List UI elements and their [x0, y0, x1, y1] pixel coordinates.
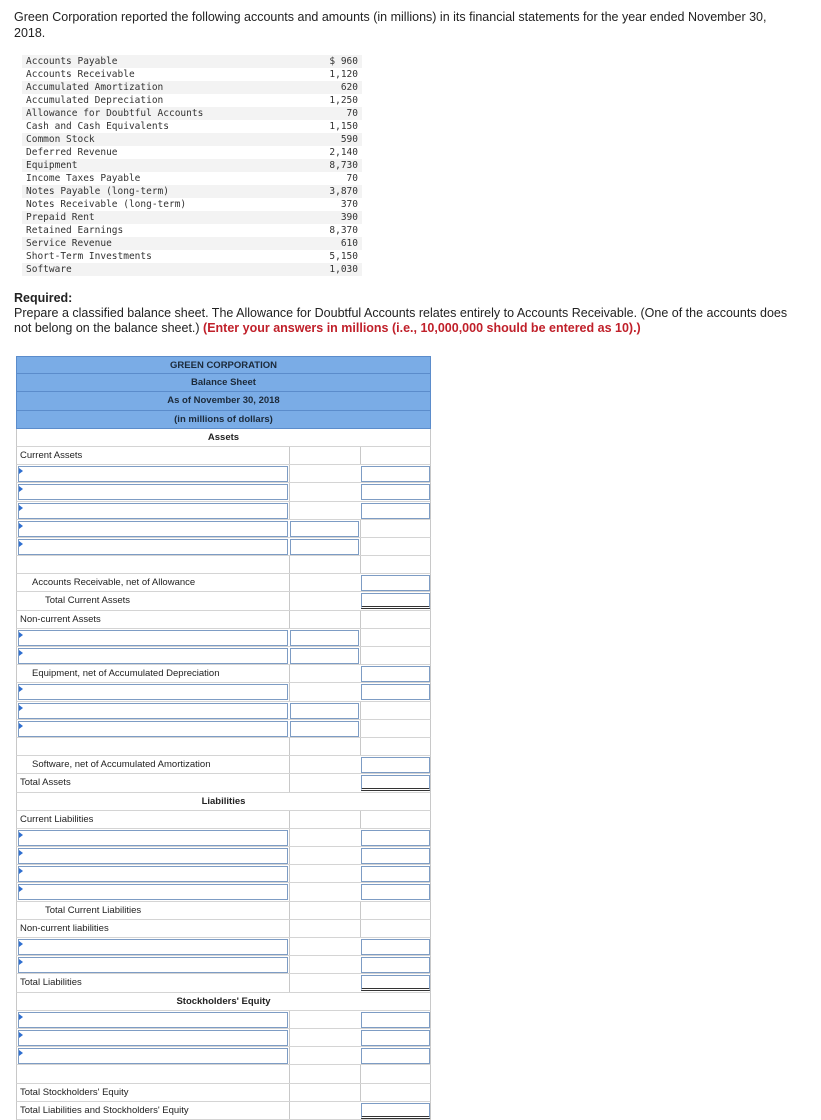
ar-net-row: [16, 574, 431, 592]
account-select[interactable]: [18, 521, 288, 537]
total-input[interactable]: [361, 775, 430, 791]
amount-input[interactable]: [361, 830, 430, 846]
spacer-row: [16, 1065, 431, 1083]
amount-input[interactable]: [361, 1012, 430, 1028]
account-row: [22, 250, 362, 263]
accounts-table: [22, 55, 362, 276]
total-current-assets-row: [16, 592, 431, 610]
account-row: [22, 159, 362, 172]
current-liabilities-heading: [16, 811, 431, 829]
account-select[interactable]: [18, 1030, 288, 1046]
noncurrent-liability-row: [16, 956, 431, 974]
account-amount: 8,730: [284, 159, 362, 172]
dropdown-indicator-icon: [19, 650, 23, 656]
account-row: [22, 120, 362, 133]
account-name: Deferred Revenue: [26, 147, 118, 158]
current-liability-row: [16, 883, 431, 901]
amount-input[interactable]: [361, 484, 430, 500]
amount-input[interactable]: [361, 939, 430, 955]
current-assets-label: Current Assets: [20, 449, 83, 461]
required-text: Prepare a classified balance sheet. The Allowance for Doubtful Accounts relates entirely to Accounts Receivable. (One of the accounts does not belong on the balance sheet.): [14, 306, 788, 335]
amount-input[interactable]: [290, 721, 359, 737]
problem-intro: Green Corporation reported the following accounts and amounts (in millions) in its financial statements for the year ended November 30, 2018.: [14, 10, 767, 40]
account-amount: 590: [284, 133, 362, 146]
account-name: Software: [22, 263, 284, 276]
account-select[interactable]: [18, 957, 288, 973]
statement-title: Balance Sheet: [16, 374, 431, 392]
dropdown-indicator-icon: [19, 868, 23, 874]
account-name: Service Revenue: [22, 237, 284, 250]
account-select[interactable]: [18, 484, 288, 500]
noncurrent-liabilities-label: Non-current liabilities: [20, 922, 109, 934]
dropdown-indicator-icon: [19, 959, 23, 965]
total-liabilities-row: [16, 974, 431, 992]
noncurrent-asset-row: [16, 702, 431, 720]
current-asset-row: [16, 465, 431, 483]
dropdown-indicator-icon: [19, 1032, 23, 1038]
account-row: [22, 263, 362, 276]
equity-row: [16, 1047, 431, 1065]
account-row: [22, 185, 362, 198]
account-amount: 70: [346, 173, 358, 184]
current-asset-row: [16, 538, 431, 556]
dropdown-indicator-icon: [19, 468, 23, 474]
amount-input[interactable]: [361, 1030, 430, 1046]
ar-net-label: Accounts Receivable, net of Allowance: [32, 577, 196, 589]
dropdown-indicator-icon: [19, 523, 23, 529]
noncurrent-asset-row: [16, 629, 431, 647]
total-current-assets-label: Total Current Assets: [45, 595, 131, 607]
amount-input[interactable]: [290, 630, 359, 646]
spacer-row: [16, 556, 431, 574]
section-equity: Stockholders' Equity: [16, 993, 431, 1011]
account-select[interactable]: [18, 684, 288, 700]
equipment-net-row: [16, 665, 431, 683]
account-row: [22, 237, 362, 250]
account-select[interactable]: [18, 866, 288, 882]
account-name: Accounts Payable: [22, 55, 284, 68]
dropdown-indicator-icon: [19, 541, 23, 547]
account-amount: 3,870: [284, 185, 362, 198]
current-asset-row: [16, 502, 431, 520]
account-name: Allowance for Doubtful Accounts: [22, 107, 284, 120]
account-row: [22, 107, 362, 120]
amount-input[interactable]: [361, 466, 430, 482]
software-net-label: Software, net of Accumulated Amortization: [32, 759, 211, 771]
amount-input[interactable]: [361, 503, 430, 519]
total-liab-equity-label: Total Liabilities and Stockholders' Equity: [20, 1104, 189, 1116]
account-row: [22, 198, 362, 211]
account-row: [22, 94, 362, 107]
current-asset-row: [16, 483, 431, 501]
statement-date: As of November 30, 2018: [16, 392, 431, 410]
account-select[interactable]: [18, 630, 288, 646]
amount-input[interactable]: [361, 1048, 430, 1064]
account-amount: 390: [284, 211, 362, 224]
total-liabilities-label: Total Liabilities: [20, 977, 82, 989]
account-select[interactable]: [18, 830, 288, 846]
account-row: [22, 81, 362, 94]
current-liability-row: [16, 865, 431, 883]
noncurrent-liability-row: [16, 938, 431, 956]
account-row: [22, 133, 362, 146]
account-row: [22, 211, 362, 224]
account-amount: 620: [284, 81, 362, 94]
account-amount: 1,030: [284, 263, 362, 276]
dropdown-indicator-icon: [19, 486, 23, 492]
account-name: Prepaid Rent: [22, 211, 284, 224]
amount-input[interactable]: [361, 848, 430, 864]
noncurrent-liabilities-heading: [16, 920, 431, 938]
account-amount: 2,140: [329, 147, 358, 158]
dropdown-indicator-icon: [19, 850, 23, 856]
account-amount: 70: [284, 107, 362, 120]
account-select[interactable]: [18, 884, 288, 900]
dropdown-indicator-icon: [19, 1050, 23, 1056]
account-amount: 8,370: [329, 225, 358, 236]
dropdown-indicator-icon: [19, 1014, 23, 1020]
current-liability-row: [16, 829, 431, 847]
dropdown-indicator-icon: [19, 941, 23, 947]
balance-sheet-form: [16, 356, 431, 1120]
required-heading: Required:: [14, 291, 73, 305]
amount-input[interactable]: [361, 575, 430, 591]
required-instructions: [14, 306, 804, 336]
noncurrent-asset-row: [16, 683, 431, 701]
account-name: Accumulated Depreciation: [26, 95, 164, 106]
total-input[interactable]: [361, 1103, 430, 1119]
amount-input[interactable]: [361, 666, 430, 682]
account-name: Common Stock: [22, 133, 284, 146]
total-current-liabilities-label: Total Current Liabilities: [45, 904, 142, 916]
account-amount: 1,250: [329, 95, 358, 106]
account-select[interactable]: [18, 939, 288, 955]
account-select[interactable]: [18, 703, 288, 719]
amount-input[interactable]: [361, 757, 430, 773]
statement-units: (in millions of dollars): [16, 411, 431, 429]
software-net-row: [16, 756, 431, 774]
account-select[interactable]: [18, 648, 288, 664]
account-name: Accumulated Amortization: [22, 81, 284, 94]
dropdown-indicator-icon: [19, 832, 23, 838]
noncurrent-asset-row: [16, 647, 431, 665]
total-assets-label: Total Assets: [20, 777, 71, 789]
account-select[interactable]: [18, 503, 288, 519]
total-equity-row: [16, 1084, 431, 1102]
current-liability-row: [16, 847, 431, 865]
account-name: Cash and Cash Equivalents: [26, 121, 169, 132]
account-select[interactable]: [18, 721, 288, 737]
total-input[interactable]: [361, 593, 430, 609]
amount-input[interactable]: [361, 866, 430, 882]
dropdown-indicator-icon: [19, 886, 23, 892]
account-select[interactable]: [18, 1012, 288, 1028]
noncurrent-asset-row: [16, 720, 431, 738]
current-liabilities-label: Current Liabilities: [20, 813, 94, 825]
account-name: Retained Earnings: [26, 225, 124, 236]
dropdown-indicator-icon: [19, 505, 23, 511]
account-select[interactable]: [18, 466, 288, 482]
total-input[interactable]: [361, 975, 430, 991]
account-row: [22, 172, 362, 185]
dropdown-indicator-icon: [19, 705, 23, 711]
account-amount: $ 960: [284, 55, 362, 68]
total-current-liabilities-row: [16, 902, 431, 920]
equipment-net-label: Equipment, net of Accumulated Depreciation: [32, 668, 220, 680]
amount-input[interactable]: [290, 539, 359, 555]
account-amount: 370: [340, 199, 358, 210]
noncurrent-assets-label: Non-current Assets: [20, 613, 101, 625]
company-name: GREEN CORPORATION: [16, 356, 431, 374]
account-amount: 610: [284, 237, 362, 250]
amount-input[interactable]: [290, 521, 359, 537]
required-emphasis: (Enter your answers in millions (i.e., 10,000,000 should be entered as 10).): [203, 321, 641, 335]
total-assets-row: [16, 774, 431, 792]
amount-input[interactable]: [290, 648, 359, 664]
amount-input[interactable]: [361, 884, 430, 900]
section-assets: Assets: [16, 429, 431, 447]
dropdown-indicator-icon: [19, 723, 23, 729]
account-select[interactable]: [18, 1048, 288, 1064]
account-name: Equipment: [22, 159, 284, 172]
account-row: [22, 146, 362, 159]
total-liab-equity-row: [16, 1102, 431, 1120]
spacer-row: [16, 738, 431, 756]
account-name: Accounts Receivable: [26, 69, 135, 80]
account-select[interactable]: [18, 539, 288, 555]
current-assets-heading: [16, 447, 431, 465]
account-row: [22, 55, 362, 68]
dropdown-indicator-icon: [19, 632, 23, 638]
section-liabilities: Liabilities: [16, 793, 431, 811]
amount-input[interactable]: [290, 703, 359, 719]
amount-input[interactable]: [361, 684, 430, 700]
account-amount: 1,120: [329, 69, 358, 80]
equity-row: [16, 1029, 431, 1047]
account-row: [22, 68, 362, 81]
noncurrent-assets-heading: [16, 611, 431, 629]
total-equity-label: Total Stockholders' Equity: [20, 1086, 129, 1098]
current-asset-row: [16, 520, 431, 538]
equity-row: [16, 1011, 431, 1029]
account-amount: 5,150: [329, 251, 358, 262]
dropdown-indicator-icon: [19, 686, 23, 692]
amount-input[interactable]: [361, 957, 430, 973]
account-name: Notes Payable (long-term): [22, 185, 284, 198]
account-name: Short-Term Investments: [26, 251, 152, 262]
account-amount: 1,150: [329, 121, 358, 132]
account-select[interactable]: [18, 848, 288, 864]
account-row: [22, 224, 362, 237]
account-name: Notes Receivable (long-term): [26, 199, 187, 210]
account-name: Income Taxes Payable: [26, 173, 141, 184]
